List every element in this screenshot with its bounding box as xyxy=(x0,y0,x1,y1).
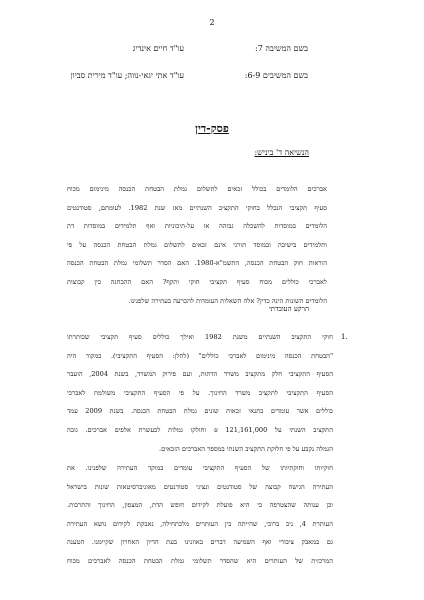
header-label-respondent-7: בשם המשיבה 7: xyxy=(255,44,308,53)
judgment-title: פסק-דין xyxy=(195,122,229,135)
paragraph-line: "הבטחת הכנסה מינימום לאברכי כוללים" (להלן: הסעיף התקציבי). במקור היה xyxy=(67,351,333,360)
paragraph-line: הסעיף התקציבי חלק מתקציב משרד הדתות, ועם פירוק המשרד, בשנת 2004, הועבר xyxy=(67,370,333,379)
intro-line: הלומדים במוסדות להשכלה גבוהה או על-תיכוניות ואף תלמידים במוסדות דת xyxy=(67,222,327,231)
intro-line: לאברכי כוללים מכוח סעיף תקציבי חוקי ותקף? האם ההבחנה בין קבוצות xyxy=(67,277,327,286)
paragraph-line: המרכזית של העותרים היא שהסדר תשלומי גמלת הבטחת הכנסה לאברכים מכוח xyxy=(67,556,333,565)
paragraph-2 xyxy=(67,459,333,571)
paragraph-line: העתירה הגישה קבוצה של סטודנטים ונציגי סטודנטים מאוניברסיטאות שונות בישראל xyxy=(67,482,333,491)
header-label-respondents-6-9: בשם המשיבים 6-9: xyxy=(244,71,308,80)
paragraph-line: כוללים אשר עומדים בתנאי זכאות שונים גמלת הבטחת הכנסה. בשנת 2009 עמד xyxy=(67,407,333,416)
intro-paragraph xyxy=(67,180,327,310)
intro-line: אברכים הלומדים בכולל זכאים לתשלום גמלת הבטחת הכנסה מינימום מכוח xyxy=(67,185,327,193)
paragraph-line: העותרת 4, ניב ברוכי, שהייתה בין העותרים מלכתחילה, נאבקת לקידום נושא העתירה xyxy=(67,519,333,528)
intro-line: סעיף תקציבי הנכלל בחוקי התקציב השנתיים מאז שנת 1982. לעומתם, סטודנטים xyxy=(67,203,327,212)
paragraph-line: הסעיף התקציבי לתקציב משרד החינוך. על פי הסעיף התקציבי משולמת לאברכי xyxy=(67,388,333,397)
paragraph-line: התקציב השנתי על 121,161,000 ₪ וחולקו גמלות לכעשרת אלפים אברכים. גובה xyxy=(67,425,333,434)
intro-line: הוראות חוק הבטחת הכנסה, התשמ"א-1980. האם הסדר תשלומי גמלת הבטחת הכנסה xyxy=(67,259,327,268)
paragraph-line: חוקי התקציב השנתיים משנת 1982 ואילך כוללים סעיף תקציבי שכותרתו xyxy=(67,333,333,341)
judge-name: הנשיאה ד' ביניש: xyxy=(254,148,309,157)
intro-line: ותלמידים בישיבה ובמוסד תורני אינם זכאים לתשלום גמלת הבטחת הכנסה על פי xyxy=(67,240,327,249)
header-value-respondent-7: עו"ד חיים אינדיג xyxy=(132,44,184,53)
header-value-respondents-6-9: עו"ד אתי יגאי-נווה; עו"ד מירית סביון xyxy=(70,71,184,80)
paragraph-1 xyxy=(67,328,333,458)
paragraph-number: 1. xyxy=(341,333,348,341)
paragraph-line: הגמלה נקבע על פי חלוקת התקציב השנתי במספר האברכים הזכאים. xyxy=(159,444,333,453)
intro-line: הלומדים השונות הינה כדין? אלה השאלות העומדות להכרעה בעתירה שלפנינו. xyxy=(128,296,327,305)
paragraph-line: גם במאבק ציבורי ואף השמיעה דברים באוזנינו בעת הדיון האחרון שקיימנו. הטענה xyxy=(67,538,333,547)
paragraph-line: חוקיותו וחוקתיותו של הסעיף התקציבי עומדים במוקד העתירה שלפנינו. את xyxy=(67,464,333,472)
page-number: 2 xyxy=(209,18,215,27)
section-heading-background: הרקע העובדתי xyxy=(268,305,309,313)
paragraph-line: וכן ענותה שהצטרפה כי היא פועלת לקידום חופש הדת, המצפון, החינוך והתרבות. xyxy=(67,501,333,510)
